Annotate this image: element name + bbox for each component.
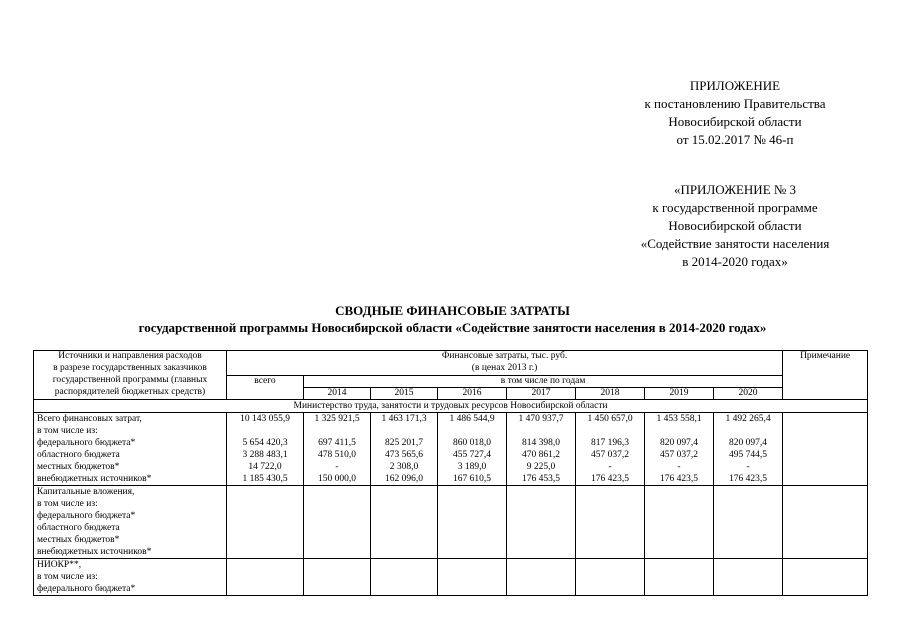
value-cell-2020: 1 492 265,4 820 097,4 495 744,5 - 176 423,5 xyxy=(714,413,783,486)
year-header: 2019 xyxy=(645,388,714,400)
appendix-line: ПРИЛОЖЕНИЕ xyxy=(689,78,781,93)
ministry-row xyxy=(34,400,868,413)
header-by-years: в том числе по годам xyxy=(304,376,783,388)
value-cell-2016: 1 486 544,9 860 018,0 455 727,4 3 189,0 167 610,5 xyxy=(438,413,507,486)
value-cell-2020 xyxy=(714,559,783,596)
value-cell-2015: 1 463 171,3 825 201,7 473 565,6 2 308,0 162 096,0 xyxy=(371,413,438,486)
value-cell-2014 xyxy=(304,486,371,559)
appendix-header-program xyxy=(600,181,870,271)
appendix-line: Новосибирской области xyxy=(668,114,802,129)
note-cell xyxy=(783,413,868,486)
row-labels: Всего финансовых затрат, в том числе из: федерального бюджета* областного бюджета местных бюджетов* внебюджетных источников* xyxy=(34,413,227,486)
year-header: 2016 xyxy=(438,388,507,400)
document-title: СВОДНЫЕ ФИНАНСОВЫЕ ЗАТРАТЫ xyxy=(335,303,570,318)
value-cell-2019 xyxy=(645,559,714,596)
document-subtitle: государственной программы Новосибирской области «Содействие занятости населения в 2014-2020 годах» xyxy=(138,320,767,335)
year-header: 2017 xyxy=(507,388,576,400)
table-row-total-costs xyxy=(34,413,868,486)
value-cell-2014 xyxy=(304,559,371,596)
value-cell-total xyxy=(227,559,304,596)
appendix-line: к постановлению Правительства xyxy=(644,96,826,111)
value-cell-2015 xyxy=(371,559,438,596)
value-cell-2014: 1 325 921,5 697 411,5 478 510,0 - 150 000,0 xyxy=(304,413,371,486)
row-labels: Капитальные вложения, в том числе из: федерального бюджета* областного бюджета местных бюджетов* внебюджетных источников* xyxy=(34,486,227,559)
header-costs: Финансовые затраты, тыс. руб. (в ценах 2013 г.) xyxy=(227,351,783,376)
year-header: 2020 xyxy=(714,388,783,400)
appendix-line: «Содействие занятости населения xyxy=(640,236,830,251)
year-header: 2015 xyxy=(371,388,438,400)
appendix-line: к государственной программе xyxy=(652,200,818,215)
appendix-header-resolution xyxy=(600,77,870,149)
note-cell xyxy=(783,559,868,596)
value-cell-2015 xyxy=(371,486,438,559)
header-row-1 xyxy=(34,351,868,376)
header-sources: Источники и направления расходов в разрезе государственных заказчиков государственной программы (главных распорядителей бюджетных средств) xyxy=(34,351,227,400)
header-total: всего xyxy=(227,376,304,400)
value-cell-2016 xyxy=(438,486,507,559)
value-cell-2018 xyxy=(576,486,645,559)
table-row-capital-investments xyxy=(34,486,868,559)
value-cell-total xyxy=(227,486,304,559)
value-cell-2016 xyxy=(438,559,507,596)
appendix-line: в 2014-2020 годах» xyxy=(682,254,788,269)
value-cell-2020 xyxy=(714,486,783,559)
year-header: 2014 xyxy=(304,388,371,400)
value-cell-2018: 1 450 657,0 817 196,3 457 037,2 - 176 423,5 xyxy=(576,413,645,486)
appendix-line: от 15.02.2017 № 46-п xyxy=(676,132,794,147)
table-row-rnd xyxy=(34,559,868,596)
note-cell xyxy=(783,486,868,559)
header-note: Примечание xyxy=(783,351,868,400)
appendix-line: «ПРИЛОЖЕНИЕ № 3 xyxy=(673,182,797,197)
value-cell-2017 xyxy=(507,559,576,596)
value-cell-2019 xyxy=(645,486,714,559)
value-cell-total: 10 143 055,9 5 654 420,3 3 288 483,1 14 722,0 1 185 430,5 xyxy=(227,413,304,486)
year-header: 2018 xyxy=(576,388,645,400)
value-cell-2018 xyxy=(576,559,645,596)
appendix-line: Новосибирской области xyxy=(668,218,802,233)
value-cell-2017: 1 470 937,7 814 398,0 470 861,2 9 225,0 176 453,5 xyxy=(507,413,576,486)
row-labels: НИОКР**, в том числе из: федерального бюджета* xyxy=(34,559,227,596)
value-cell-2017 xyxy=(507,486,576,559)
financial-costs-table xyxy=(33,350,868,596)
value-cell-2019: 1 453 558,1 820 097,4 457 037,2 - 176 423,5 xyxy=(645,413,714,486)
ministry-name: Министерство труда, занятости и трудовых ресурсов Новосибирской области xyxy=(34,400,868,413)
